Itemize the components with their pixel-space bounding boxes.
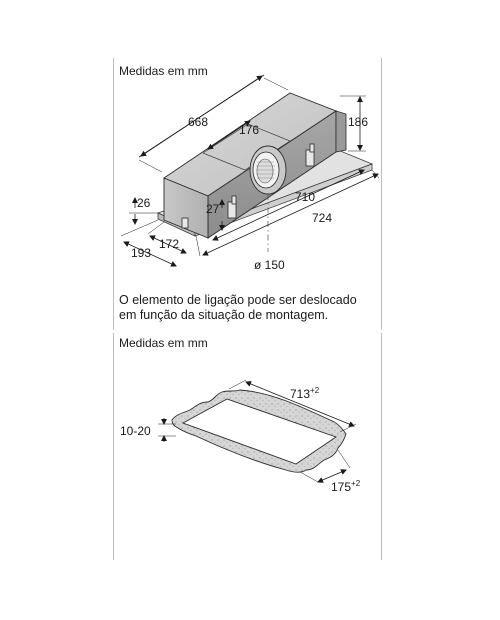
dim-172-label: 172 [159, 237, 180, 251]
dim-193-label: 193 [131, 246, 152, 260]
dim-710-label: 710 [295, 190, 316, 204]
dim-175-tolerance: +2 [351, 479, 361, 488]
dim-713-label [290, 386, 320, 401]
dim-713-value: 713 [290, 387, 311, 401]
panel1-caption: Medidas em mm [119, 64, 208, 78]
mounting-note-line-2: em função da situação de montagem. [119, 308, 329, 322]
dim-176-label: 176 [239, 123, 260, 137]
dim-186-label: 186 [348, 115, 369, 129]
ceiling-cutout [172, 390, 346, 472]
panel2-caption: Medidas em mm [119, 336, 208, 350]
dim-diameter-label: ø 150 [254, 258, 285, 272]
dim-175-value: 175 [331, 480, 352, 494]
mounting-note-line-1: O elemento de ligação pode ser deslocado [119, 293, 357, 307]
dim-175-label [331, 479, 361, 494]
dim-10-20-label: 10-20 [120, 424, 151, 438]
dim-713-tolerance: +2 [310, 386, 320, 395]
dim-724-label: 724 [312, 211, 333, 225]
dim-26-label: 26 [137, 196, 151, 210]
dim-668-label: 668 [188, 115, 209, 129]
dim-27-label: 27 [206, 202, 220, 216]
